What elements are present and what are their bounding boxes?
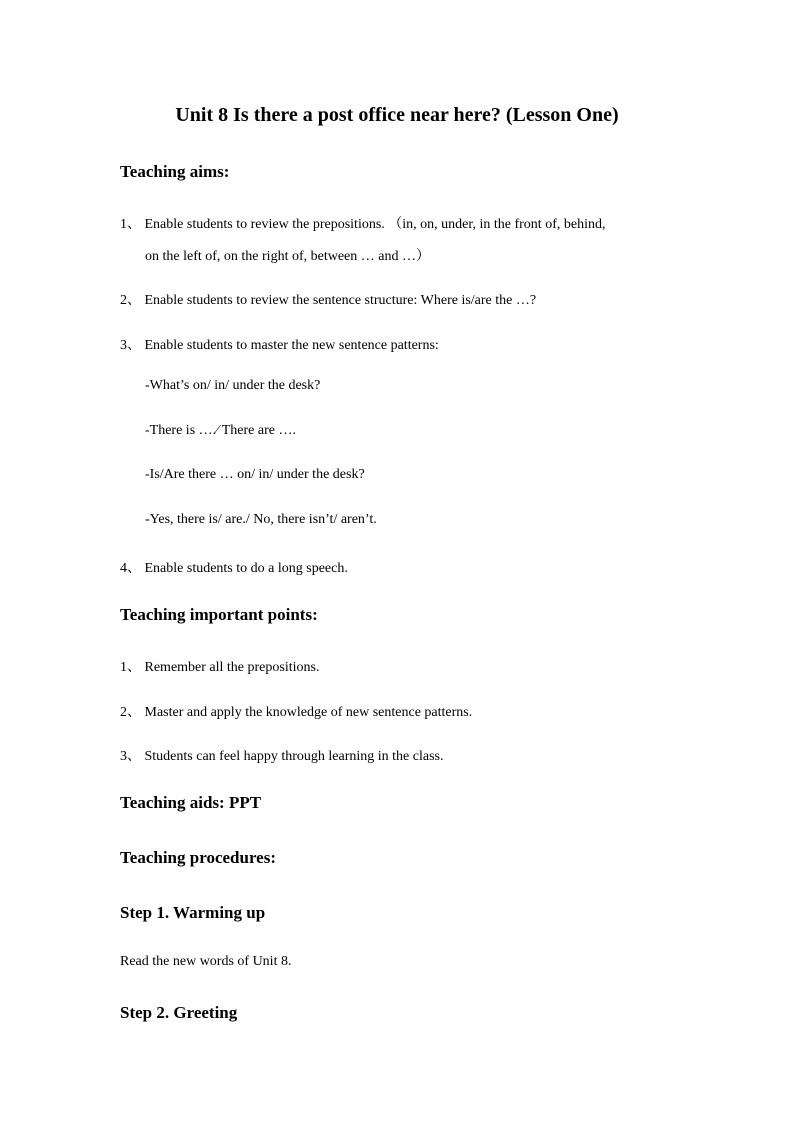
aims-item-3: 3、 Enable students to master the new sentence patterns: xyxy=(120,338,439,353)
sentence-pattern-2: -There is ….⁄ There are …. xyxy=(145,423,296,438)
step-1-text: Read the new words of Unit 8. xyxy=(120,954,292,969)
sentence-pattern-3: -Is/Are there … on/ in/ under the desk? xyxy=(145,467,365,482)
important-point-3: 3、 Students can feel happy through learning in the class. xyxy=(120,749,444,764)
important-points-heading: Teaching important points: xyxy=(120,605,318,624)
teaching-aids-heading: Teaching aids: PPT xyxy=(120,793,262,812)
important-point-2: 2、 Master and apply the knowledge of new sentence patterns. xyxy=(120,705,473,720)
aims-item-1-line-1: 1、 Enable students to review the prepositions. （in, on, under, in the front of, behind, xyxy=(120,217,606,232)
step-1-heading: Step 1. Warming up xyxy=(120,903,266,922)
teaching-aims-heading: Teaching aims: xyxy=(120,162,230,181)
aims-item-2: 2、 Enable students to review the sentence structure: Where is/are the …? xyxy=(120,293,537,308)
step-2-heading: Step 2. Greeting xyxy=(120,1003,238,1022)
important-point-1: 1、 Remember all the prepositions. xyxy=(120,660,320,675)
sentence-pattern-4: -Yes, there is/ are./ No, there isn’t/ aren’t. xyxy=(145,512,377,527)
aims-item-4: 4、 Enable students to do a long speech. xyxy=(120,561,348,576)
document-title: Unit 8 Is there a post office near here? (Lesson One) xyxy=(175,104,619,126)
teaching-procedures-heading: Teaching procedures: xyxy=(120,848,277,867)
aims-item-1-line-2: on the left of, on the right of, between … and …） xyxy=(145,249,430,264)
sentence-pattern-1: -What’s on/ in/ under the desk? xyxy=(145,378,321,393)
